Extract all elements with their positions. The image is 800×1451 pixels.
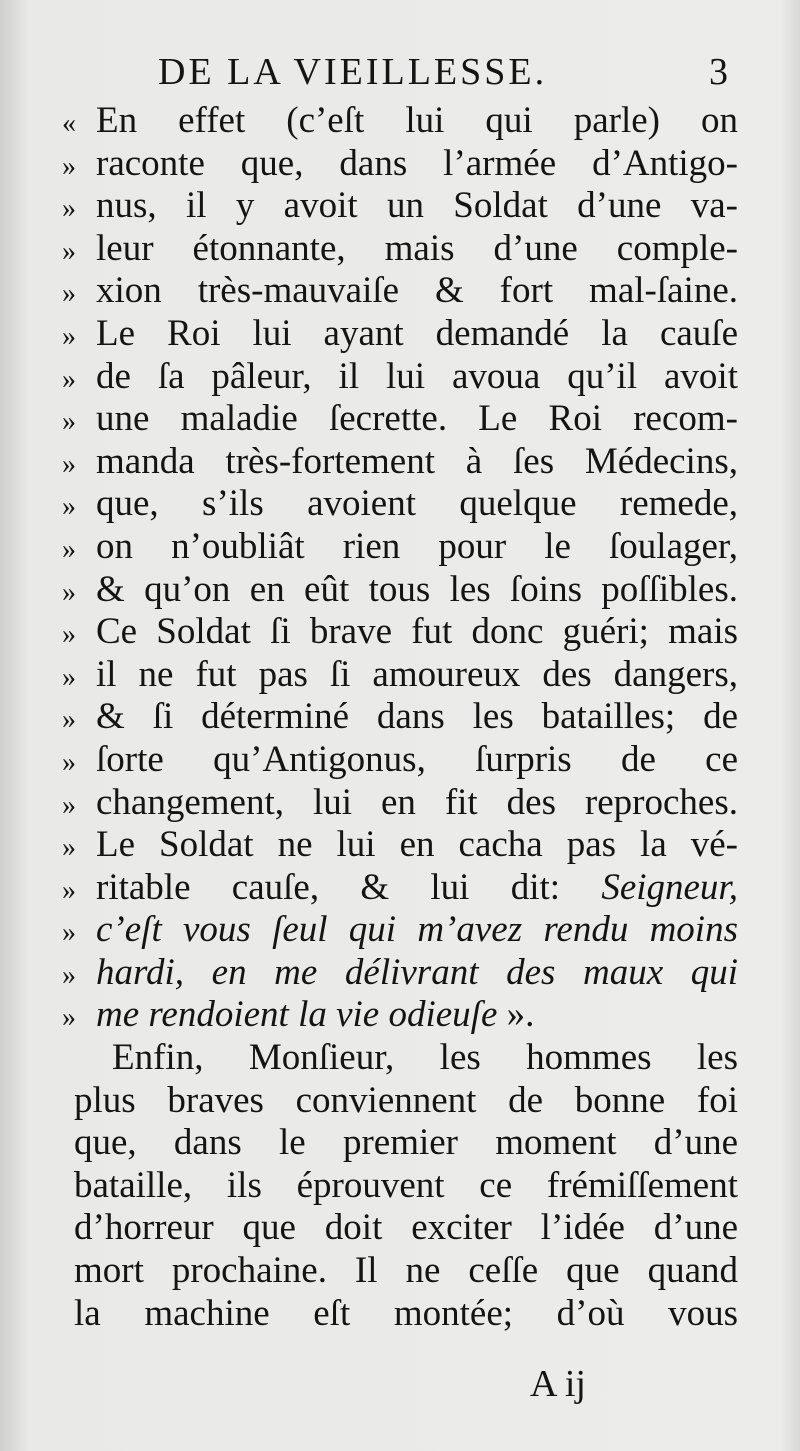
body-text: [62, 100, 738, 1335]
quote-mark: »: [62, 619, 76, 651]
line-text: ritable cauſe, & lui dit:: [96, 866, 561, 908]
line-text: & qu’on en eût tous les ſoins poſſibles.: [96, 568, 738, 610]
italic-text: c’eſt vous ſeul qui m’avez rendu moins: [96, 909, 738, 951]
quote-mark: »: [62, 959, 76, 991]
line-text: ».: [506, 994, 535, 1036]
quote-mark: »: [62, 661, 76, 693]
quote-mark: »: [62, 576, 76, 608]
text-line: [62, 228, 738, 271]
paragraph-line: que, dans le premier moment d’une: [74, 1122, 738, 1164]
page-header: [158, 50, 738, 100]
quote-mark: »: [62, 789, 76, 821]
paragraph: [62, 1037, 738, 1335]
quote-mark: »: [62, 491, 76, 523]
paragraph-line: plus braves conviennent de bonne foi: [74, 1079, 738, 1121]
text-line: [62, 739, 738, 782]
text-line: [62, 696, 738, 739]
text-line: [62, 483, 738, 526]
line-text: ſorte qu’Antigonus, ſurpris de ce: [96, 738, 738, 780]
line-text: de ſa pâleur, il lui avoua qu’il avoit: [96, 355, 738, 397]
line-text: que, s’ils avoient quelque remede,: [96, 483, 738, 525]
line-text: En effet (c’eſt lui qui parle) on: [96, 100, 738, 141]
text-line: [62, 441, 738, 484]
text-line: [62, 654, 738, 697]
text-line: [62, 526, 738, 569]
text-line: [62, 143, 738, 186]
paragraph-line: Enfin, Monſieur, les hommes les: [112, 1037, 738, 1079]
quote-mark: »: [62, 1002, 76, 1034]
running-title: DE LA VIEILLESSE.: [158, 51, 548, 93]
line-text: il ne fut pas ſi amoureux des dangers,: [96, 653, 738, 695]
quote-mark: »: [62, 320, 76, 352]
text-line: [62, 611, 738, 654]
text-line: [62, 356, 738, 399]
text-line: [62, 100, 738, 143]
signature-mark: A ij: [530, 1363, 586, 1405]
text-line: [62, 569, 738, 612]
line-text: leur étonnante, mais d’une comple-: [96, 227, 738, 269]
text-line: [62, 824, 738, 867]
quote-mark: »: [62, 193, 76, 225]
line-text: changement, lui en fit des reproches.: [96, 781, 738, 823]
quoted-passage: [62, 100, 738, 1037]
page-number: 3: [709, 51, 728, 93]
line-text: raconte que, dans l’armée d’Antigo-: [96, 142, 738, 184]
paragraph-line: mort prochaine. Il ne ceſſe que quand: [74, 1250, 738, 1292]
text-line: [62, 313, 738, 356]
text-line: [62, 994, 738, 1037]
quote-mark: »: [62, 533, 76, 565]
line-text: Ce Soldat ſi brave fut donc guéri; mais: [96, 611, 738, 653]
italic-text: me rendoient la vie odieuſe: [96, 994, 498, 1036]
paragraph-line: d’horreur que doit exciter l’idée d’une: [74, 1207, 738, 1249]
line-text: Le Soldat ne lui en cacha pas la vé-: [96, 824, 738, 866]
italic-text: Seigneur,: [601, 866, 738, 908]
quote-mark: »: [62, 150, 76, 182]
text-line: [62, 270, 738, 313]
line-text: & ſi déterminé dans les batailles; de: [96, 696, 738, 738]
paragraph-line: la machine eſt montée; d’où vous: [74, 1292, 738, 1334]
line-text: on n’oubliât rien pour le ſoulager,: [96, 525, 738, 567]
paragraph-line: bataille, ils éprouvent ce frémiſſement: [74, 1164, 738, 1206]
text-line: [62, 867, 738, 910]
quote-mark: »: [62, 917, 76, 949]
text-line: [62, 909, 738, 952]
line-text: xion très-mauvaiſe & fort mal-ſaine.: [96, 270, 738, 312]
quote-mark: «: [62, 108, 76, 139]
quote-mark: »: [62, 363, 76, 395]
text-line: [62, 782, 738, 825]
text-line: [62, 952, 738, 995]
quote-mark: »: [62, 746, 76, 778]
quote-mark: »: [62, 278, 76, 310]
italic-text: hardi, en me délivrant des maux qui: [96, 951, 738, 993]
quote-mark: »: [62, 832, 76, 864]
quote-mark: »: [62, 235, 76, 267]
line-text: nus, il y avoit un Soldat d’une va-: [96, 185, 738, 227]
line-text: manda très-fortement à ſes Médecins,: [96, 440, 738, 482]
quote-mark: »: [62, 406, 76, 438]
quote-mark: »: [62, 448, 76, 480]
text-line: [62, 185, 738, 228]
line-text: une maladie ſecrette. Le Roi recom-: [96, 398, 738, 440]
quote-mark: »: [62, 874, 76, 906]
text-line: [62, 398, 738, 441]
quote-mark: »: [62, 704, 76, 736]
line-text: Le Roi lui ayant demandé la cauſe: [96, 312, 738, 354]
